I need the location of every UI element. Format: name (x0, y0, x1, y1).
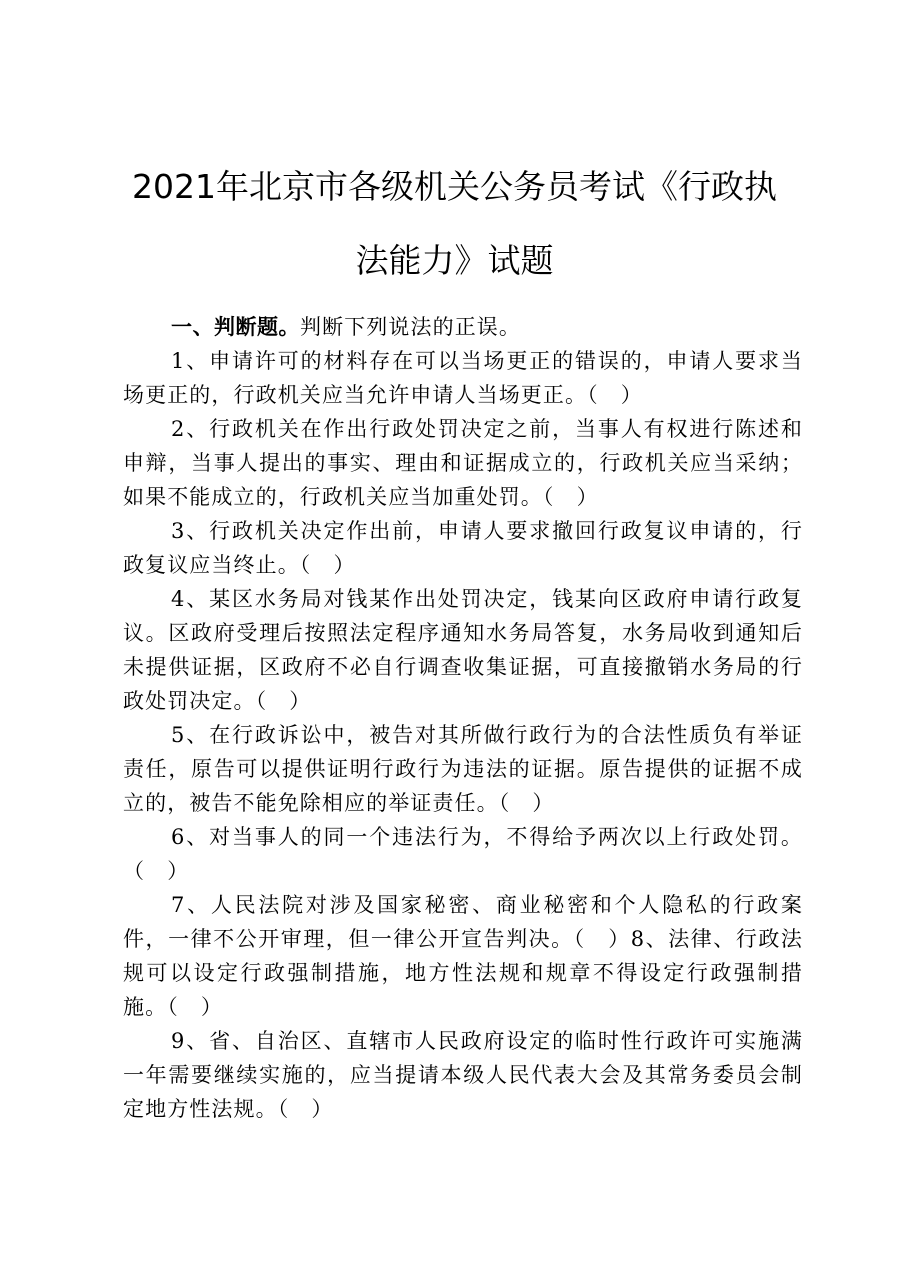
section-instruction: 判断下列说法的正误。 (300, 315, 521, 339)
question-4: 4、某区水务局对钱某作出处罚决定，钱某向区政府申请行政复议。区政府受理后按照法定程序通知水务局答复，水务局收到通知后未提供证据，区政府不必自行调查收集证据，可直接撤销水务局的行政处罚决定。（ ） (123, 587, 803, 713)
document-title (100, 150, 809, 298)
title-line-1: 2021年北京市各级机关公务员考试《行政执 (132, 167, 777, 206)
question-1: 1、申请许可的材料存在可以当场更正的错误的，申请人要求当场更正的，行政机关应当允许申请人当场更正。（ ） (123, 349, 803, 407)
question-5: 5、在行政诉讼中，被告对其所做行政行为的合法性质负有举证责任，原告可以提供证明行政行为违法的证据。原告提供的证据不成立的，被告不能免除相应的举证责任。（ ） (123, 723, 803, 815)
question-6: 6、对当事人的同一个违法行为，不得给予两次以上行政处罚。（ ） (123, 825, 803, 883)
question-7-8: 7、人民法院对涉及国家秘密、商业秘密和个人隐私的行政案件，一律不公开审理，但一律公开宣告判决。（ ）8、法律、行政法规可以设定行政强制措施，地方性法规和规章不得设定行政强制措施。（ ） (123, 893, 803, 1019)
question-3: 3、行政机关决定作出前，申请人要求撤回行政复议申请的，行政复议应当终止。（ ） (123, 519, 803, 577)
question-9: 9、省、自治区、直辖市人民政府设定的临时性行政许可实施满一年需要继续实施的，应当提请本级人民代表大会及其常务委员会制定地方性法规。（ ） (123, 1029, 803, 1121)
section-heading (123, 310, 803, 344)
document-body (123, 310, 803, 1126)
title-line-2: 法能力》试题 (355, 241, 554, 280)
section-label: 一、判断题。 (171, 315, 300, 339)
question-2: 2、行政机关在作出行政处罚决定之前，当事人有权进行陈述和申辩，当事人提出的事实、理由和证据成立的，行政机关应当采纳；如果不能成立的，行政机关应当加重处罚。（ ） (123, 417, 803, 509)
